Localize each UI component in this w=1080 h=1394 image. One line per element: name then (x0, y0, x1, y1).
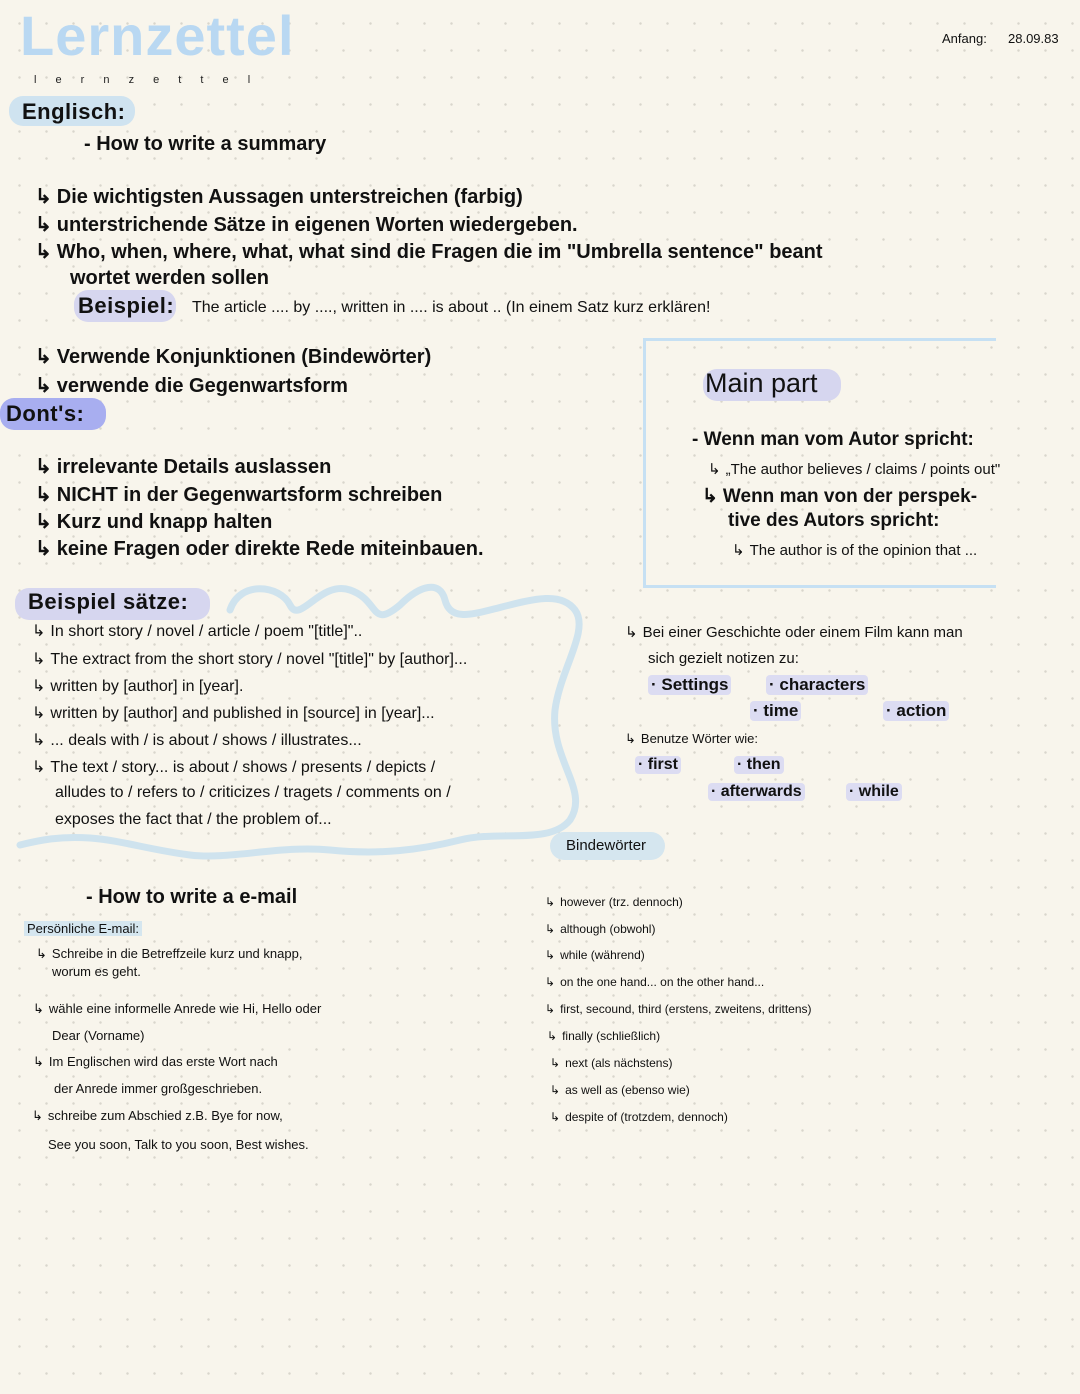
example-sentence: ↳ The text / story... is about / shows / presents / depicts / (32, 759, 436, 776)
arrow-icon: ↳ (32, 623, 46, 640)
bindewoerter-heading: Bindewörter (566, 837, 647, 854)
start-label: Anfang: (942, 31, 987, 46)
arrow-icon: ↳ (545, 948, 556, 962)
email-tip-continued: worum es geht. (52, 964, 141, 979)
arrow-icon: ↳ (35, 511, 52, 533)
arrow-icon: ↳ (545, 1002, 556, 1016)
story-note-continued: sich gezielt notizen zu: (648, 650, 799, 667)
email-tip: ↳ schreibe zum Abschied z.B. Bye for now, (32, 1108, 283, 1123)
arrow-icon: ↳ (32, 678, 46, 695)
bindewort-item: ↳ on the one hand... on the other hand... (545, 975, 765, 989)
perspective-example: ↳ The author is of the opinion that ... (732, 542, 978, 559)
summary-heading: - How to write a summary (84, 133, 327, 155)
arrow-icon: ↳ (35, 375, 52, 397)
example-sentence-continued: alludes to / refers to / criticizes / tragets / comments on / (55, 784, 451, 801)
arrow-icon: ↳ (35, 214, 52, 236)
arrow-icon: ↳ (32, 732, 46, 749)
example-sentence: ↳ ... deals with / is about / shows / illustrates... (32, 732, 362, 749)
arrow-icon: ↳ (550, 1110, 561, 1124)
words-label: ↳ Benutze Wörter wie: (625, 731, 758, 746)
arrow-icon: ↳ (547, 1029, 558, 1043)
email-tip-continued: der Anrede immer großgeschrieben. (54, 1081, 263, 1096)
arrow-icon: ↳ (35, 346, 52, 368)
page-title-spaced: l e r n z e t t e l (34, 74, 259, 86)
arrow-icon: ↳ (32, 1108, 43, 1123)
email-tip: ↳ Schreibe in die Betreffzeile kurz und knapp, (36, 946, 303, 961)
main-part-heading: Main part (705, 368, 818, 398)
word-first: · first (635, 756, 681, 774)
arrow-icon: ↳ (35, 186, 52, 208)
arrow-icon: ↳ (35, 484, 52, 506)
list-item-continued: wortet werden sollen (70, 267, 269, 289)
example-text: The article .... by ...., written in .... is about .. (In einem Satz kurz erklären! (192, 299, 711, 316)
story-item-settings: · Settings (648, 675, 731, 695)
arrow-icon: ↳ (32, 651, 46, 668)
arrow-icon: ↳ (33, 1054, 44, 1069)
list-item: ↳ unterstrichende Sätze in eigenen Worten wiedergeben. (35, 214, 578, 236)
word-then: · then (734, 756, 784, 774)
start-date: 28.09.83 (1008, 31, 1059, 46)
arrow-icon: ↳ (550, 1056, 561, 1070)
email-subheading: Persönliche E-mail: (24, 921, 142, 936)
example-sentences-heading: Beispiel sätze: (28, 589, 189, 614)
page-title: Lernzettel (20, 4, 295, 67)
arrow-icon: ↳ (545, 895, 556, 909)
example-sentence-continued: exposes the fact that / the problem of... (55, 811, 332, 828)
arrow-icon: ↳ (625, 731, 636, 746)
list-item: ↳ Verwende Konjunktionen (Bindewörter) (35, 346, 432, 368)
example-sentence: ↳ written by [author] in [year]. (32, 678, 244, 695)
bindewort-item: ↳ first, secound, third (erstens, zweitens, drittens) (545, 1002, 812, 1016)
perspective-heading-continued: tive des Autors spricht: (728, 510, 940, 531)
dont-item: ↳ irrelevante Details auslassen (35, 456, 332, 478)
story-item-characters: · characters (766, 675, 868, 695)
arrow-icon: ↳ (550, 1083, 561, 1097)
dont-item: ↳ keine Fragen oder direkte Rede miteinbauen. (35, 538, 484, 560)
bindewort-item: ↳ as well as (ebenso wie) (550, 1083, 690, 1097)
word-afterwards: · afterwards (708, 783, 805, 801)
section-heading-donts: Dont's: (6, 401, 85, 426)
author-example: ↳ „The author believes / claims / points out" (708, 461, 1001, 478)
email-heading: - How to write a e-mail (86, 886, 298, 908)
bindewort-item: ↳ finally (schließlich) (547, 1029, 661, 1043)
list-item: ↳ Die wichtigsten Aussagen unterstreichen (farbig) (35, 186, 523, 208)
arrow-icon: ↳ (35, 241, 52, 263)
arrow-icon: ↳ (33, 1001, 44, 1016)
arrow-icon: ↳ (32, 705, 46, 722)
dont-item: ↳ NICHT in der Gegenwartsform schreiben (35, 484, 443, 506)
arrow-icon: ↳ (625, 624, 638, 641)
example-sentence: ↳ written by [author] and published in [source] in [year]... (32, 705, 435, 722)
bindewort-item: ↳ next (als nächstens) (550, 1056, 673, 1070)
word-while: · while (846, 783, 902, 801)
list-item: ↳ Who, when, where, what, what sind die Fragen die im "Umbrella sentence" beant (35, 241, 823, 263)
section-heading-englisch: Englisch: (22, 99, 126, 124)
bindewort-item: ↳ although (obwohl) (545, 922, 656, 936)
bindewort-item: ↳ despite of (trotzdem, dennoch) (550, 1110, 728, 1124)
arrow-icon: ↳ (545, 975, 556, 989)
arrow-icon: ↳ (708, 461, 721, 478)
email-tip: ↳ Im Englischen wird das erste Wort nach (33, 1054, 278, 1069)
email-tip-continued: See you soon, Talk to you soon, Best wishes. (48, 1137, 309, 1152)
author-heading: - Wenn man vom Autor spricht: (692, 429, 974, 450)
example-label: Beispiel: (78, 293, 175, 318)
story-item-time: · time (750, 701, 801, 721)
email-tip: ↳ wähle eine informelle Anrede wie Hi, Hello oder (33, 1001, 322, 1016)
arrow-icon: ↳ (545, 922, 556, 936)
story-item-action: · action (883, 701, 949, 721)
list-item: ↳ verwende die Gegenwartsform (35, 375, 348, 397)
dont-item: ↳ Kurz und knapp halten (35, 511, 273, 533)
arrow-icon: ↳ (35, 456, 52, 478)
arrow-icon: ↳ (36, 946, 47, 961)
example-sentence: ↳ The extract from the short story / novel "[title]" by [author]... (32, 651, 468, 668)
story-note: ↳ Bei einer Geschichte oder einem Film kann man (625, 624, 963, 641)
bindewort-item: ↳ while (während) (545, 948, 645, 962)
arrow-icon: ↳ (702, 486, 718, 507)
arrow-icon: ↳ (32, 759, 46, 776)
bindewort-item: ↳ however (trz. dennoch) (545, 895, 683, 909)
arrow-icon: ↳ (732, 542, 745, 559)
email-tip-continued: Dear (Vorname) (52, 1028, 145, 1043)
arrow-icon: ↳ (35, 538, 52, 560)
perspective-heading: ↳ Wenn man von der perspek- (702, 486, 978, 507)
example-sentence: ↳ In short story / novel / article / poem "[title]".. (32, 623, 363, 640)
